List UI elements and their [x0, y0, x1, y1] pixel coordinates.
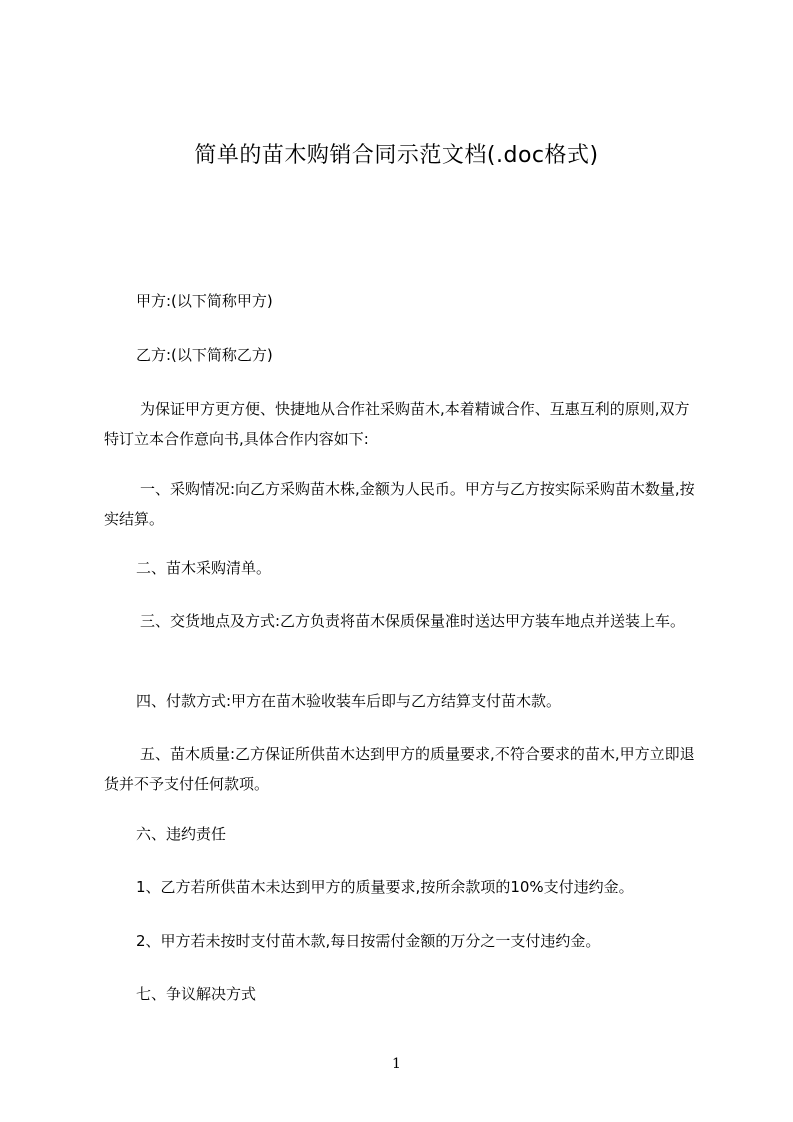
clause-1-purchase: 一、采购情况:向乙方采购苗木株,金额为人民币。甲方与乙方按实际采购苗木数量,按实结算。: [104, 480, 695, 528]
clause-3-delivery: 三、交货地点及方式:乙方负责将苗木保质保量准时送达甲方装车地点并送装上车。: [140, 612, 686, 630]
liability-item-2: 2、甲方若未按时支付苗木款,每日按需付金额的万分之一支付违约金。: [136, 932, 601, 950]
liability-item-1: 1、乙方若所供苗木未达到甲方的质量要求,按所余款项的10%支付违约金。: [136, 878, 634, 896]
preamble-paragraph: 为保证甲方更方便、快捷地从合作社采购苗木,本着精诚合作、互惠互利的原则,双方特订立本合作意向书,具体合作内容如下:: [104, 400, 690, 448]
clause-4-payment: 四、付款方式:甲方在苗木验收装车后即与乙方结算支付苗木款。: [136, 692, 562, 710]
page-number: 1: [392, 1056, 401, 1072]
clause-2-list: 二、苗木采购清单。: [136, 559, 272, 577]
clause-7-dispute-heading: 七、争议解决方式: [136, 985, 257, 1003]
clause-6-liability-heading: 六、违约责任: [136, 825, 227, 843]
party-b-line: 乙方:(以下简称乙方): [136, 346, 273, 364]
document-title: 简单的苗木购销合同示范文档(.doc格式): [194, 143, 599, 168]
party-a-line: 甲方:(以下简称甲方): [136, 292, 273, 310]
clause-5-quality: 五、苗木质量:乙方保证所供苗木达到甲方的质量要求,不符合要求的苗木,甲方立即退货并不予支付任何款项。: [104, 745, 695, 793]
